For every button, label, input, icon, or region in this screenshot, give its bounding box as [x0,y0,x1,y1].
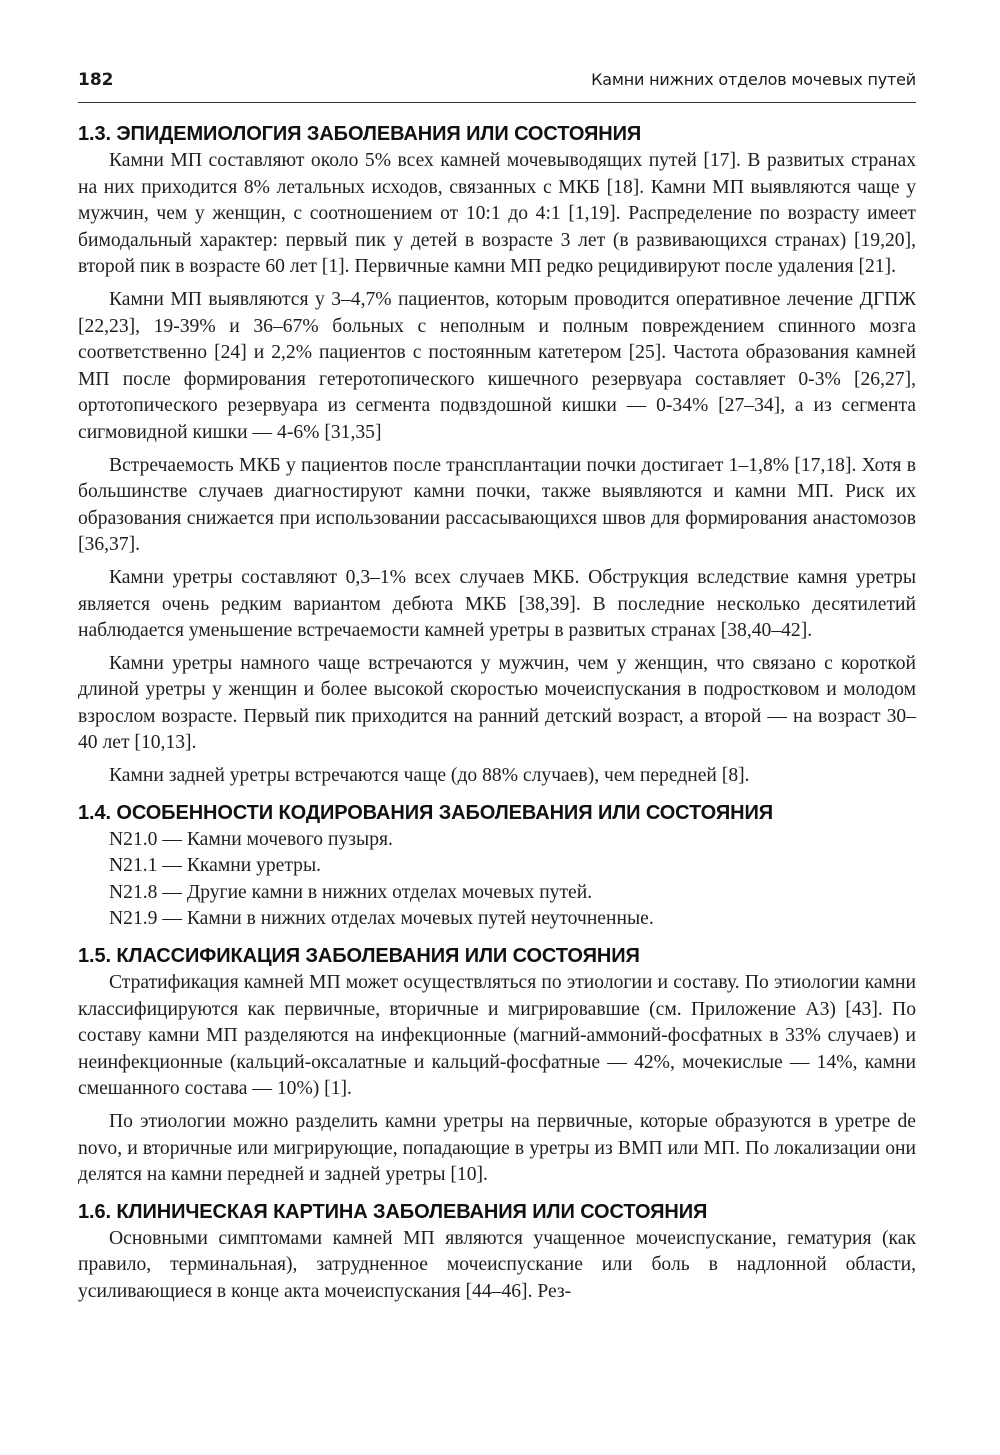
page-number: 182 [78,70,114,90]
section-epidemiology [78,120,916,790]
paragraph: Основными симптомами камней МП являются учащенное мочеиспускание, гематурия (как правило, терминальная), затрудненное мочеиспускание или боль в надлонной области, усиливающиеся в конце акта мочеиспускания [44–46]. Рез- [78,1227,916,1302]
paragraph: Встречаемость МКБ у пациентов после трансплантации почки достигает 1–1,8% [17,18]. Хотя в большинстве случаев диагностируют камни почки, также выявляются и камни МП. Риск их образования снижается при использовании рассасывающихся швов для формирования анастомозов [36,37]. [78,454,916,556]
code-item: N21.9 — Камни в нижних отделах мочевых путей неуточненные. [109,908,654,930]
paragraph: Камни МП выявляются у 3–4,7% пациентов, которым проводится оперативное лечение ДГПЖ [22,23], 19-39% и 36–67% больных с неполным и полным повреждением спинного мозга соответственно [24] и 2,2% пациентов с постоянным катетером [25]. Частота образования камней МП после формирования гетеротопического кишечного резервуара составляет 0-3% [26,27], ортотопического резервуара из сегмента подвздошной кишки — 0-34% [27–34], а из сегмента сигмовидной кишки — 4-6% [31,35] [78,288,916,443]
code-item: N21.1 — Ккамни уретры. [109,855,322,877]
section-classification [78,942,916,1189]
paragraph: По этиологии можно разделить камни уретры на первичные, которые образуются в уретре de novo, и вторичные или мигрирующие, попадающие в уретры из ВМП или МП. По локализации они делятся на камни передней и задней уретры [10]. [78,1111,916,1186]
header-rule [78,102,916,103]
paragraph: Камни уретры составляют 0,3–1% всех случаев МКБ. Обструкция вследствие камня уретры является очень редким вариантом дебюта МКБ [38,39]. В последние несколько десятилетий наблюдается уменьшение встречаемости камней уретры в развитых странах [38,40–42]. [78,566,916,642]
section-heading: 1.5. КЛАССИФИКАЦИЯ ЗАБОЛЕВАНИЯ ИЛИ СОСТОЯНИЯ [78,945,640,968]
section-clinical-picture [78,1198,916,1306]
paragraph: Стратификация камней МП может осуществляться по этиологии и составу. По этиологии камни классифицируются как первичные, вторичные и мигрировавшие (см. Приложение А3) [43]. По составу камни МП разделяются на инфекционные (магний-аммоний-фосфатных в 33% случаев) и неинфекционные (кальций-оксалатные и кальций-фосфатные — 42%, мочекислые — 14%, камни смешанного состава — 10%) [1]. [78,972,916,1100]
section-heading: 1.6. КЛИНИЧЕСКАЯ КАРТИНА ЗАБОЛЕВАНИЯ ИЛИ СОСТОЯНИЯ [78,1200,708,1223]
code-item: N21.0 — Камни мочевого пузыря. [109,828,393,850]
paragraph: Камни уретры намного чаще встречаются у мужчин, чем у женщин, что связано с короткой длиной уретры у женщин и более высокой скоростью мочеиспускания в подростковом и молодом взрослом возрасте. Первый пик приходится на ранний детский возраст, а второй — на возраст 30–40 лет [10,13]. [78,652,916,754]
section-coding [78,799,916,933]
section-heading: 1.3. ЭПИДЕМИОЛОГИЯ ЗАБОЛЕВАНИЯ ИЛИ СОСТОЯНИЯ [78,123,642,145]
paragraph: Камни МП составляют около 5% всех камней мочевыводящих путей [17]. В развитых странах на них приходится 8% летальных исходов, связанных с МКБ [18]. Камни МП выявляются чаще у мужчин, чем у женщин, с соотношением от 10:1 до 4:1 [1,19]. Распределение по возрасту имеет бимодальный характер: первый пик у детей в возрасте 3 лет (в развивающихся странах) [19,20], второй пик в возрасте 60 лет [1]. Первичные камни МП редко рецидивируют после удаления [21]. [78,150,916,278]
page-content [78,120,916,1306]
section-heading: 1.4. ОСОБЕННОСТИ КОДИРОВАНИЯ ЗАБОЛЕВАНИЯ ИЛИ СОСТОЯНИЯ [78,801,774,824]
page-header [78,70,916,100]
code-item: N21.8 — Другие камни в нижних отделах мочевых путей. [109,881,593,903]
paragraph: Камни задней уретры встречаются чаще (до 88% случаев), чем передней [8]. [109,765,750,787]
running-title: Камни нижних отделов мочевых путей [591,70,916,89]
